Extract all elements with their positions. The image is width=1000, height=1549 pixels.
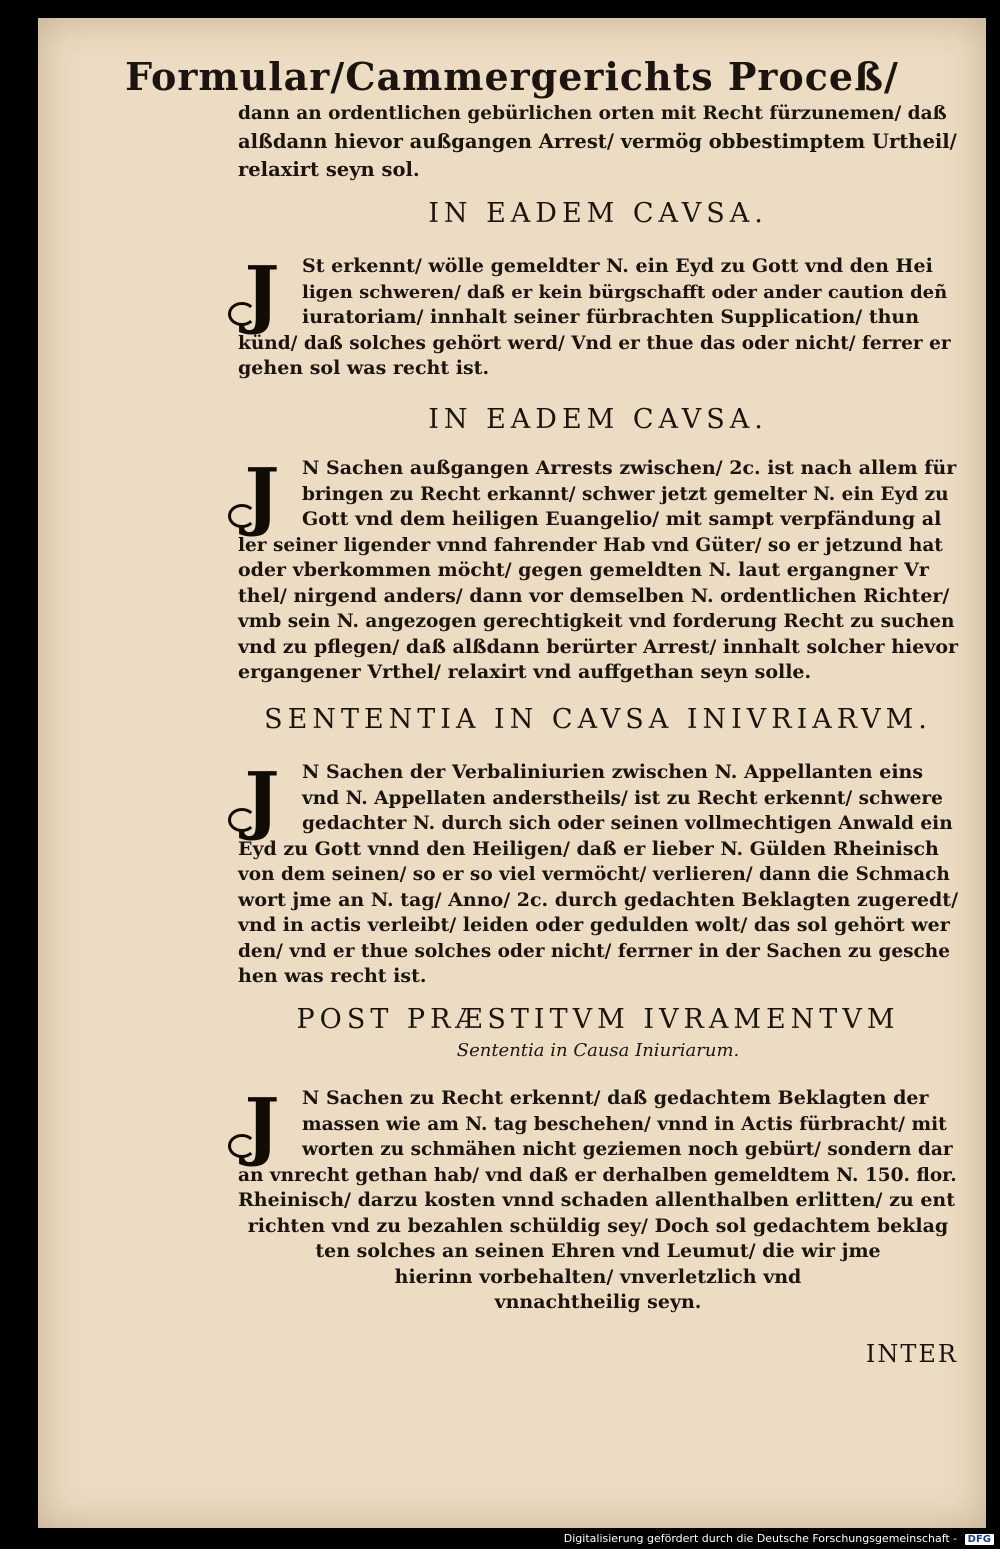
- text-line: künd/ daß solches gehört werd/ Vnd er thue das oder nicht/ ferrer er: [238, 332, 951, 354]
- section-heading: IN EADEM CAVSA.: [428, 198, 768, 229]
- decorated-initial: J: [232, 256, 292, 332]
- text-line: N Sachen zu Recht erkennt/ daß gedachtem Beklagten der: [302, 1087, 929, 1109]
- text-line: Rheinisch/ darzu kosten vnnd schaden allenthalben erlitten/ zu ent: [238, 1189, 955, 1211]
- intro-paragraph: [238, 100, 958, 184]
- section-heading: IN EADEM CAVSA.: [428, 404, 768, 435]
- catchword: INTER: [865, 1340, 958, 1368]
- digitization-credit: [0, 1532, 994, 1545]
- scanned-page: [38, 18, 986, 1528]
- text-line: gehen sol was recht ist.: [238, 357, 490, 379]
- decorated-initial: J: [232, 458, 292, 534]
- text-line: ler seiner ligender vnnd fahrender Hab vnd Güter/ so er jetzund hat: [238, 534, 943, 556]
- text-line: oder vberkommen möcht/ gegen gemeldten N. laut ergangner Vr: [238, 559, 929, 581]
- section-paragraph: [238, 757, 959, 990]
- text-line: N Sachen außgangen Arrests zwischen/ 2c. ist nach allem für: [302, 457, 957, 479]
- section-subheading: Sententia in Causa Iniuriarum.: [456, 1040, 740, 1061]
- text-line: gedachter N. durch sich oder seinen vollmechtigen Anwald ein: [302, 813, 953, 834]
- text-line: N Sachen der Verbaliniurien zwischen N. Appellanten eins: [302, 761, 924, 783]
- running-head: Formular/Cammergerichts Proceß/: [125, 54, 899, 99]
- text-line: St erkennt/ wölle gemeldter N. ein Eyd zu Gott vnd den Hei: [302, 255, 933, 277]
- text-line: an vnrecht gethan hab/ vnd daß er derhalben gemeldtem N. 150. flor.: [238, 1164, 957, 1186]
- text-line: massen wie am N. tag beschehen/ vnnd in Actis fürbracht/ mit: [302, 1113, 947, 1135]
- text-line: Eyd zu Gott vnnd den Heiligen/ daß er lieber N. Gülden Rheinisch: [238, 837, 939, 860]
- text-line: ergangener Vrthel/ relaxirt vnd auffgethan seyn solle.: [238, 661, 812, 683]
- text-line: vnnachtheilig seyn.: [494, 1291, 702, 1313]
- section-paragraph: [238, 251, 958, 382]
- credit-text: Digitalisierung gefördert durch die Deutsche Forschungsgemeinschaft -: [563, 1532, 958, 1545]
- text-line: den/ vnd er thue solches oder nicht/ ferrner in der Sachen zu gesche: [238, 940, 951, 962]
- text-line: wort jme an N. tag/ Anno/ 2c. durch gedachten Beklagten zugeredt/: [238, 888, 959, 911]
- text-line: relaxirt seyn sol.: [238, 158, 420, 181]
- text-line: thel/ nirgend anders/ dann vor demselben N. ordentlichen Richter/: [238, 584, 950, 607]
- section-heading: POST PRÆSTITVM IVRAMENTVM: [296, 1004, 900, 1035]
- text-line: iuratoriam/ innhalt seiner fürbrachten Supplication/ thun: [302, 306, 920, 328]
- text-line: hen was recht ist.: [238, 965, 427, 987]
- text-line: alßdann hievor außgangen Arrest/ vermög obbestimptem Urtheil/: [238, 130, 957, 153]
- dfg-logo-icon: DFG: [965, 1534, 994, 1545]
- section-heading: SENTENTIA IN CAVSA INIVRIARVM.: [264, 704, 932, 735]
- section-paragraph: [238, 1083, 958, 1316]
- text-line: dann an ordentlichen gebürlichen orten mit Recht fürzunemen/ daß: [238, 103, 947, 124]
- text-line: Gott vnd dem heiligen Euangelio/ mit sampt verpfändung al: [302, 508, 942, 530]
- text-line: richten vnd zu bezahlen schüldig sey/ Doch sol gedachtem beklag: [247, 1214, 949, 1237]
- text-line: vnd N. Appellaten anderstheils/ ist zu Recht erkennt/ schwere: [302, 787, 943, 809]
- text-line: vmb sein N. angezogen gerechtigkeit vnd forderung Recht zu suchen: [238, 611, 955, 632]
- text-line: ligen schweren/ daß er kein bürgschafft oder ander caution deñ: [302, 281, 948, 303]
- text-line: bringen zu Recht erkannt/ schwer jetzt gemelter N. ein Eyd zu: [302, 483, 949, 505]
- text-line: vnd in actis verleibt/ leiden oder gedulden wolt/ das sol gehört wer: [238, 914, 950, 936]
- decorated-initial: J: [232, 1088, 292, 1164]
- text-line: von dem seinen/ so er so viel vermöcht/ verlieren/ dann die Schmach: [238, 864, 950, 885]
- text-line: ten solches an seinen Ehren vnd Leumut/ die wir jme: [315, 1240, 881, 1262]
- text-line: hierinn vorbehalten/ vnverletzlich vnd: [394, 1265, 802, 1288]
- text-line: worten zu schmähen nicht geziemen noch gebürt/ sondern dar: [302, 1139, 953, 1160]
- text-line: vnd zu pflegen/ daß alßdann berürter Arrest/ innhalt solcher hievor: [238, 635, 959, 658]
- decorated-initial: J: [232, 762, 292, 838]
- section-paragraph: [238, 453, 959, 686]
